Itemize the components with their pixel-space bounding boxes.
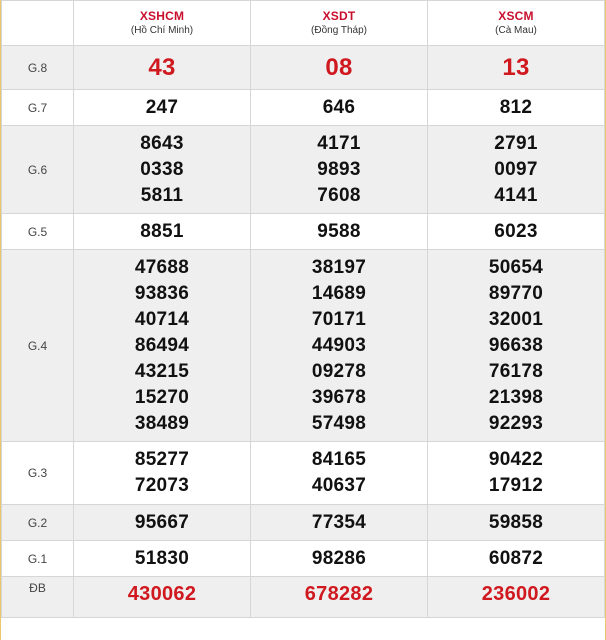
prize-row-g3 [2, 442, 605, 505]
prize-number: 60872 [488, 547, 544, 569]
prize-number: 2791 [494, 132, 538, 154]
header-row [2, 1, 605, 46]
prize-number: 812 [499, 96, 533, 118]
prize-cell [251, 126, 428, 214]
prize-number: 21398 [488, 386, 544, 408]
prize-number: 09278 [311, 360, 367, 382]
prize-label: G.5 [2, 214, 74, 250]
prize-number: 17912 [488, 475, 544, 496]
prize-cell [428, 505, 605, 541]
prize-cell [251, 505, 428, 541]
prize-cell [74, 250, 251, 442]
prize-number: 93836 [134, 282, 190, 304]
prize-cell [74, 505, 251, 541]
prize-row-g8 [2, 46, 605, 90]
special-prize-number: 236002 [481, 583, 551, 605]
prize-label: G.8 [2, 46, 74, 90]
prize-number: 44903 [311, 334, 367, 356]
province-header-0[interactable] [74, 1, 251, 46]
prize-row-g6 [2, 126, 605, 214]
prize-number: 84165 [311, 449, 367, 470]
prize-number: 7608 [317, 184, 361, 206]
header-empty-cell [2, 1, 74, 46]
prize-number: 90422 [488, 449, 544, 470]
prize-cell [251, 46, 428, 90]
special-prize-number: 430062 [127, 583, 197, 605]
prize-number: 59858 [488, 511, 544, 533]
province-name: (Hồ Chí Minh) [130, 25, 194, 36]
province-header-2[interactable] [428, 1, 605, 46]
prize-number: 14689 [311, 282, 367, 304]
prize-number: 43 [148, 53, 176, 81]
prize-number: 38197 [311, 256, 367, 278]
prize-cell [428, 214, 605, 250]
prize-label: ĐB [2, 577, 74, 618]
prize-label: G.6 [2, 126, 74, 214]
prize-number: 96638 [488, 334, 544, 356]
province-code[interactable]: XSDT [322, 9, 356, 23]
prize-number: 92293 [488, 412, 544, 434]
prize-number: 8851 [140, 220, 184, 242]
prize-number: 646 [322, 96, 356, 118]
prize-cell [251, 250, 428, 442]
prize-cell [251, 541, 428, 577]
province-code[interactable]: XSHCM [139, 9, 185, 23]
prize-row-g5 [2, 214, 605, 250]
prize-cell [428, 250, 605, 442]
lottery-results-table [1, 0, 605, 618]
prize-row-g2 [2, 505, 605, 541]
prize-row-g1 [2, 541, 605, 577]
prize-cell [251, 214, 428, 250]
prize-cell [251, 577, 428, 618]
prize-number: 86494 [134, 334, 190, 356]
prize-number: 43215 [134, 360, 190, 382]
prize-number: 72073 [134, 475, 190, 496]
prize-number: 247 [145, 96, 179, 118]
prize-number: 8643 [140, 132, 184, 154]
prize-number: 40637 [311, 475, 367, 496]
province-name: (Cà Mau) [495, 25, 537, 36]
prize-cell [74, 214, 251, 250]
province-code[interactable]: XSCM [498, 9, 534, 23]
prize-cell [74, 126, 251, 214]
prize-cell [74, 442, 251, 505]
prize-cell [74, 46, 251, 90]
prize-number: 50654 [488, 256, 544, 278]
special-prize-number: 678282 [304, 583, 374, 605]
prize-number: 15270 [134, 386, 190, 408]
prize-label: G.2 [2, 505, 74, 541]
prize-cell [74, 577, 251, 618]
prize-number: 57498 [311, 412, 367, 434]
prize-number: 9588 [317, 220, 361, 242]
prize-label: G.7 [2, 90, 74, 126]
prize-label: G.4 [2, 250, 74, 442]
prize-number: 95667 [134, 511, 190, 533]
prize-number: 40714 [134, 308, 190, 330]
prize-number: 13 [502, 53, 530, 81]
prize-number: 47688 [134, 256, 190, 278]
province-header-1[interactable] [251, 1, 428, 46]
prize-number: 51830 [134, 547, 190, 569]
prize-cell [428, 90, 605, 126]
prize-row-g7 [2, 90, 605, 126]
province-name: (Đồng Tháp) [311, 25, 367, 36]
prize-number: 9893 [317, 158, 361, 180]
prize-cell [428, 46, 605, 90]
prize-number: 39678 [311, 386, 367, 408]
prize-row-special [2, 577, 605, 618]
prize-cell [428, 442, 605, 505]
prize-cell [74, 541, 251, 577]
prize-number: 0338 [140, 158, 184, 180]
prize-label: G.1 [2, 541, 74, 577]
prize-cell [251, 90, 428, 126]
prize-cell [428, 541, 605, 577]
prize-cell [428, 577, 605, 618]
prize-number: 6023 [494, 220, 538, 242]
prize-number: 98286 [311, 547, 367, 569]
prize-number: 38489 [134, 412, 190, 434]
prize-cell [74, 90, 251, 126]
prize-number: 89770 [488, 282, 544, 304]
prize-number: 4141 [494, 184, 538, 206]
prize-number: 08 [325, 53, 353, 81]
prize-number: 4171 [317, 132, 361, 154]
prize-number: 85277 [134, 449, 190, 470]
prize-row-g4 [2, 250, 605, 442]
prize-number: 70171 [311, 308, 367, 330]
prize-label: G.3 [2, 442, 74, 505]
prize-number: 0097 [494, 158, 538, 180]
prize-number: 5811 [140, 184, 184, 206]
prize-number: 76178 [488, 360, 544, 382]
prize-cell [428, 126, 605, 214]
prize-cell [251, 442, 428, 505]
prize-number: 77354 [311, 511, 367, 533]
prize-number: 32001 [488, 308, 544, 330]
